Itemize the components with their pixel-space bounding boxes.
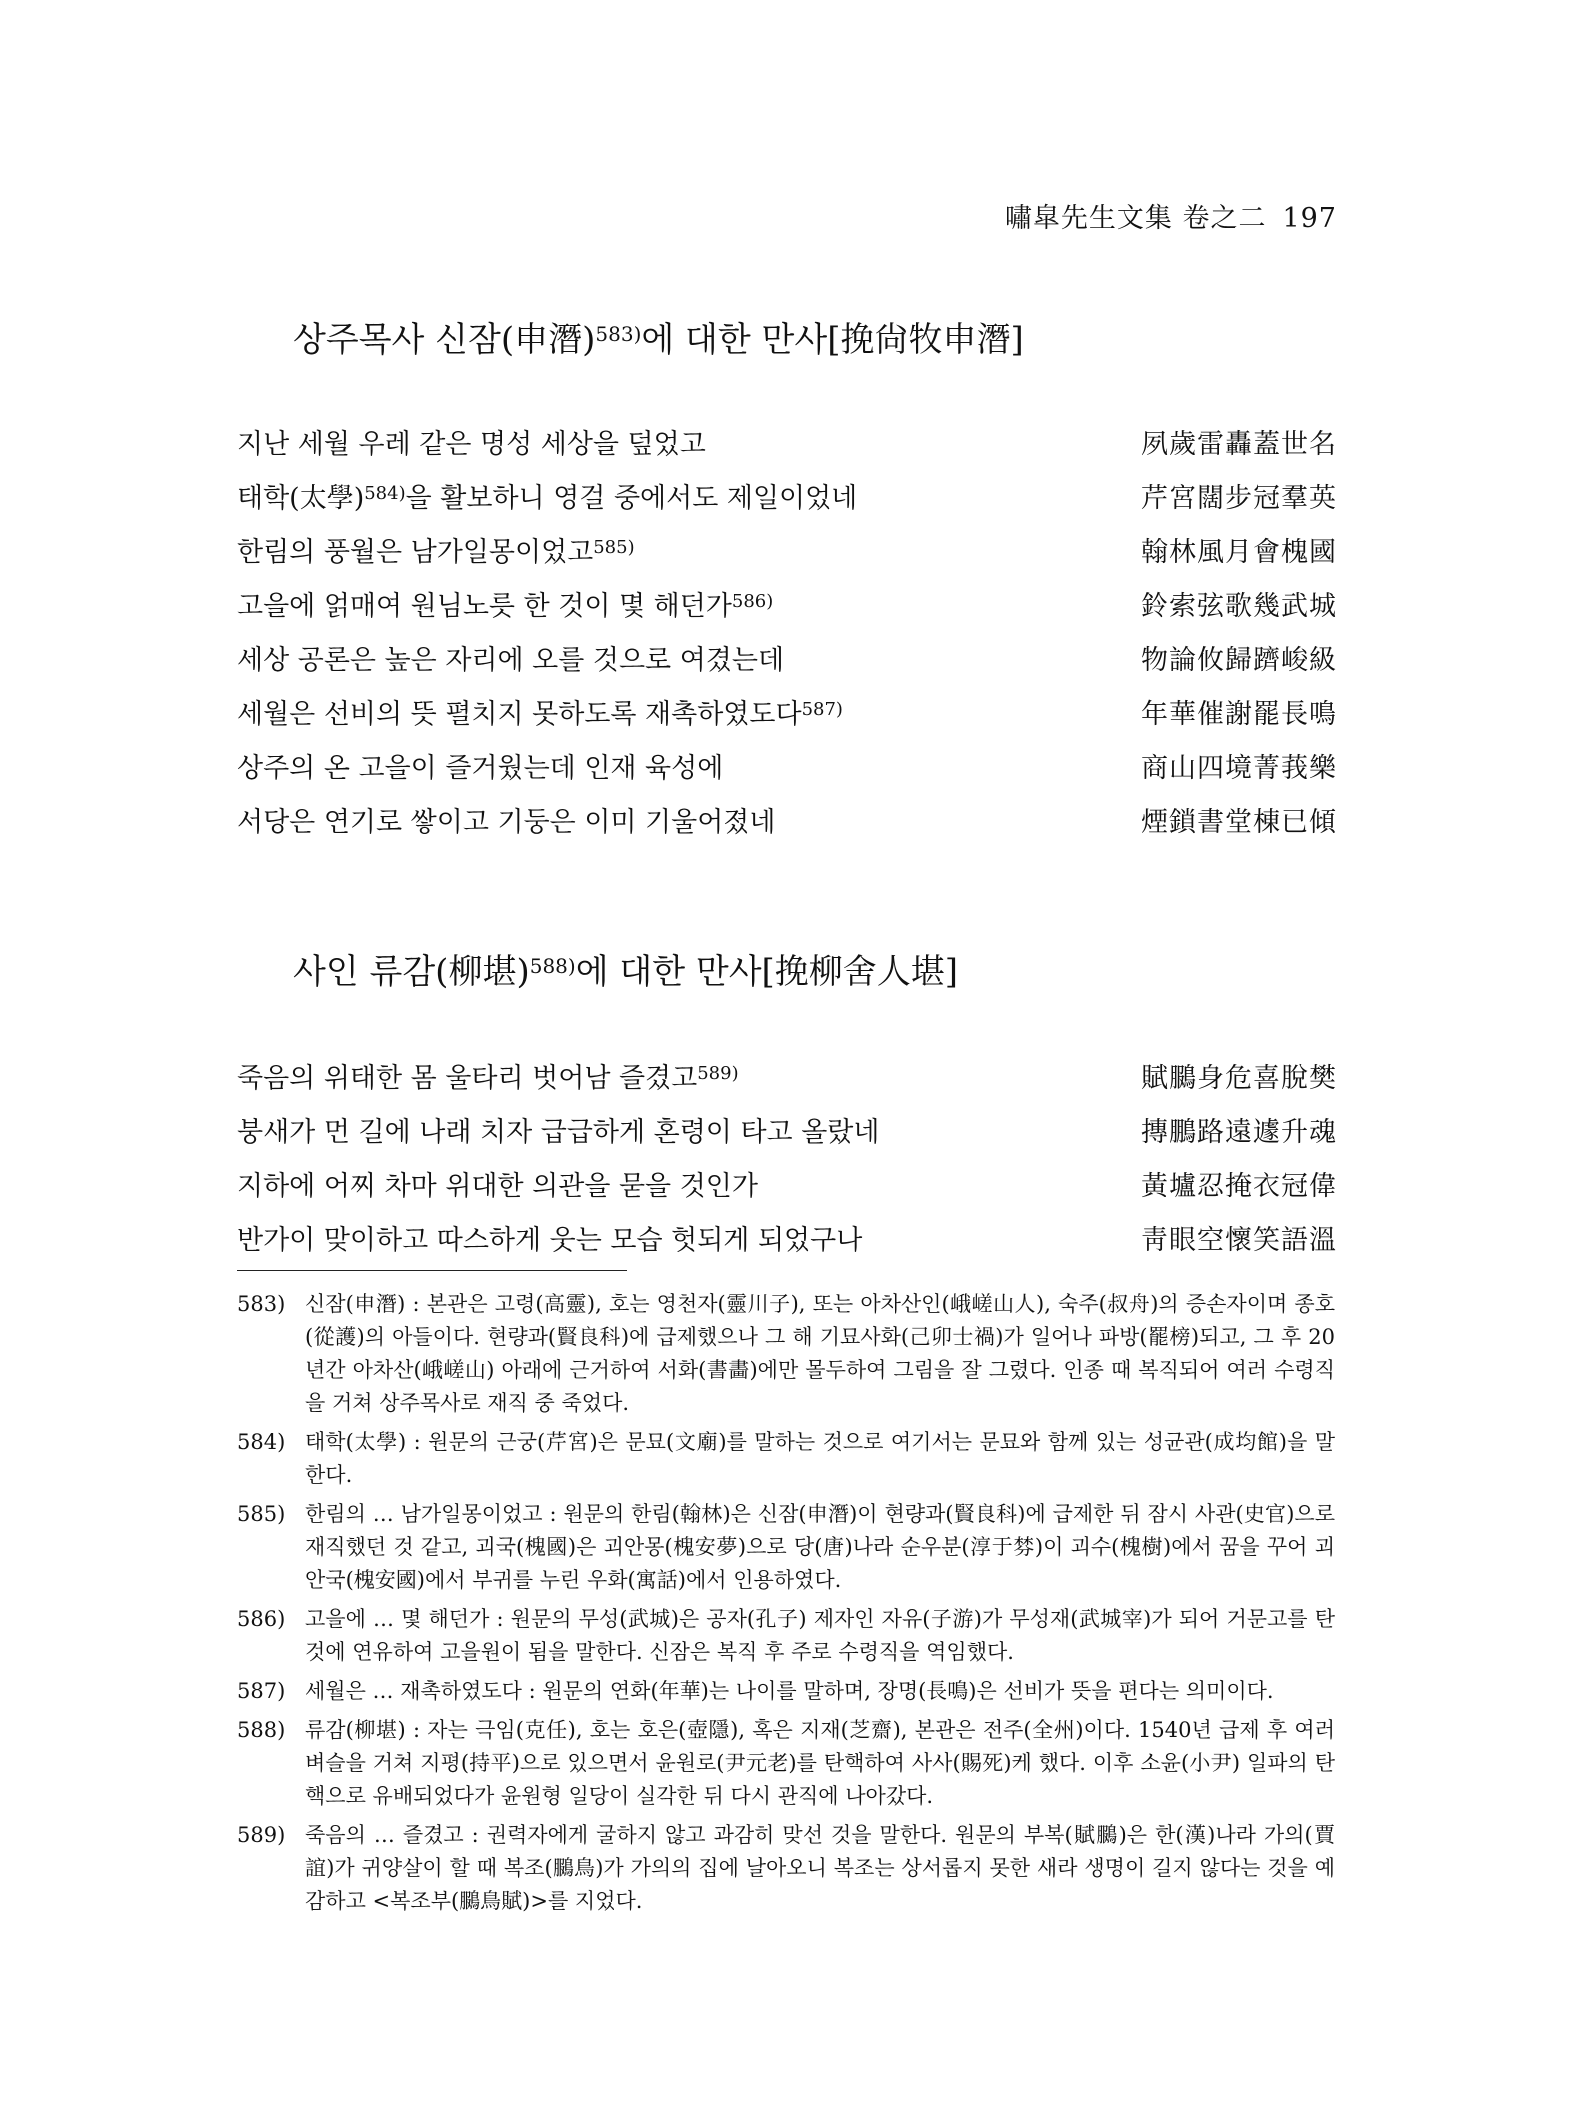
running-header	[1005, 196, 1337, 235]
poem-line: 태학(太學)$^{584)}$을 활보하니 영걸 중에서도 제일이었네 芹宮闊步冠羣英	[237, 466, 1337, 520]
footnote-text: 태학(太學) : 원문의 근궁(芹宮)은 문묘(文廟)를 말하는 것으로 여기서는 문묘와 함께 있는 성균관(成均館)을 말한다.	[305, 1430, 1335, 1487]
hanja-line: 煙鎖書堂棟已傾	[1141, 807, 1337, 838]
hanja-line: 商山四境菁莪樂	[1141, 753, 1337, 784]
poem-line: 붕새가 먼 길에 나래 치자 급급하게 혼령이 타고 올랐네 摶鵬路遠遽升魂	[237, 1100, 1337, 1154]
hanja-line: 賦鵩身危喜脫樊	[1141, 1063, 1337, 1094]
footnote-number: 586)	[237, 1607, 286, 1631]
poem-line: 지난 세월 우레 같은 명성 세상을 덮었고 夙歲雷轟蓋世名	[237, 412, 1337, 466]
footnote	[237, 1714, 1335, 1813]
poem-line: 죽음의 위태한 몸 울타리 벗어남 즐겼고$^{589)}$ 賦鵩身危喜脫樊	[237, 1046, 1337, 1100]
poem-body	[237, 1046, 1337, 1262]
footnote-text: 한림의 … 남가일몽이었고 : 원문의 한림(翰林)은 신잠(申潛)이 현량과(賢良科)에 급제한 뒤 잠시 사관(史官)으로 재직했던 것 같고, 괴국(槐國)은 괴안몽(槐安夢)으로 당(唐)나라 순우분(淳于棼)이 괴수(槐樹)에서 꿈을 꾸어 괴안국(槐安國)에서 부귀를 누린 우화(寓話)에서 인용하였다.	[305, 1502, 1335, 1592]
footnote-number: 588)	[237, 1718, 286, 1742]
hanja-line: 夙歲雷轟蓋世名	[1141, 429, 1337, 460]
footnote-number: 587)	[237, 1679, 286, 1703]
book-title: 嘯皐先生文集 卷之二	[1004, 203, 1267, 234]
hanja-line: 靑眼空懷笑語溫	[1141, 1225, 1337, 1256]
hanja-line: 物論攸歸躋峻級	[1141, 645, 1337, 676]
hanja-line: 摶鵬路遠遽升魂	[1141, 1117, 1337, 1148]
footnote	[237, 1819, 1335, 1918]
poem-line: 서당은 연기로 쌓이고 기둥은 이미 기울어졌네 煙鎖書堂棟已傾	[237, 790, 1337, 844]
footnote-ref: 583)	[595, 322, 642, 346]
footnote	[237, 1603, 1335, 1669]
footnotes	[237, 1288, 1335, 1924]
footnote-divider	[237, 1270, 627, 1271]
footnote-text: 죽음의 … 즐겼고 : 권력자에게 굴하지 않고 과감히 맞선 것을 말한다. 원문의 부복(賦鵩)은 한(漢)나라 가의(賈誼)가 귀양살이 할 때 복조(鵩鳥)가 가의의 집에 날아오니 복조는 상서롭지 못한 새라 생명이 길지 않다는 것을 예감하고 <복조부(鵩鳥賦)>를 지었다.	[305, 1823, 1335, 1913]
poem-line: 상주의 온 고을이 즐거웠는데 인재 육성에 商山四境菁莪樂	[237, 736, 1337, 790]
poem-body	[237, 412, 1337, 844]
hanja-line: 年華催謝罷長鳴	[1141, 699, 1337, 730]
poem-line: 고을에 얽매여 원님노릇 한 것이 몇 해던가$^{586)}$ 鈴索弦歌幾武城	[237, 574, 1337, 628]
hanja-line: 翰林風月會槐國	[1141, 537, 1337, 568]
poem-line: 반가이 맞이하고 따스하게 웃는 모습 헛되게 되었구나 靑眼空懷笑語溫	[237, 1208, 1337, 1262]
footnote	[237, 1498, 1335, 1597]
footnote-text: 류감(柳堪) : 자는 극임(克任), 호는 호은(壺隱), 혹은 지재(芝齋), 본관은 전주(全州)이다. 1540년 급제 후 여러 벼슬을 거쳐 지평(持平)으로 있으면서 윤원로(尹元老)를 탄핵하여 사사(賜死)케 했다. 이후 소윤(小尹) 일파의 탄핵으로 유배되었다가 윤원형 일당이 실각한 뒤 다시 관직에 나아갔다.	[305, 1718, 1335, 1808]
footnote-number: 585)	[237, 1502, 286, 1526]
footnote-number: 583)	[237, 1292, 286, 1316]
hanja-line: 黃壚忍掩衣冠偉	[1141, 1171, 1337, 1202]
footnote-text: 세월은 … 재촉하였도다 : 원문의 연화(年華)는 나이를 말하며, 장명(長鳴)은 선비가 뜻을 편다는 의미이다.	[305, 1679, 1274, 1703]
page-number: 197	[1282, 203, 1337, 234]
footnote-ref: 588)	[529, 954, 576, 978]
hanja-line: 芹宮闊步冠羣英	[1141, 483, 1337, 514]
footnote-number: 589)	[237, 1823, 286, 1847]
footnote-text: 고을에 … 몇 해던가 : 원문의 무성(武城)은 공자(孔子) 제자인 자유(子游)가 무성재(武城宰)가 되어 거문고를 탄 것에 연유하여 고을원이 됨을 말한다. 신잠은 복직 후 주로 수령직을 역임했다.	[305, 1607, 1335, 1664]
footnote	[237, 1675, 1335, 1708]
hanja-line: 鈴索弦歌幾武城	[1141, 591, 1337, 622]
poem-line: 지하에 어찌 차마 위대한 의관을 묻을 것인가 黃壚忍掩衣冠偉	[237, 1154, 1337, 1208]
footnote-number: 584)	[237, 1430, 286, 1454]
poem-title: 상주목사 신잠(申潛)$^{583)}$에 대한 만사[挽尙牧申潛]	[293, 320, 1024, 360]
poem-title: 사인 류감(柳堪)$^{588)}$에 대한 만사[挽柳舍人堪]	[293, 952, 959, 992]
footnote-text: 신잠(申潛) : 본관은 고령(高靈), 호는 영천자(靈川子), 또는 아차산인(峨嵯山人), 숙주(叔舟)의 증손자이며 종호(從護)의 아들이다. 현량과(賢良科)에 급제했으나 그 해 기묘사화(己卯士禍)가 일어나 파방(罷榜)되고, 그 후 20년간 아차산(峨嵯山) 아래에 근거하여 서화(書畵)에만 몰두하여 그림을 잘 그렸다. 인종 때 복직되어 여러 수령직을 거쳐 상주목사로 재직 중 죽었다.	[305, 1292, 1335, 1415]
poem-line: 세월은 선비의 뜻 펼치지 못하도록 재촉하였도다$^{587)}$ 年華催謝罷長鳴	[237, 682, 1337, 736]
poem-line: 세상 공론은 높은 자리에 오를 것으로 여겼는데 物論攸歸躋峻級	[237, 628, 1337, 682]
footnote	[237, 1288, 1335, 1420]
footnote	[237, 1426, 1335, 1492]
poem-line: 한림의 풍월은 남가일몽이었고$^{585)}$ 翰林風月會槐國	[237, 520, 1337, 574]
